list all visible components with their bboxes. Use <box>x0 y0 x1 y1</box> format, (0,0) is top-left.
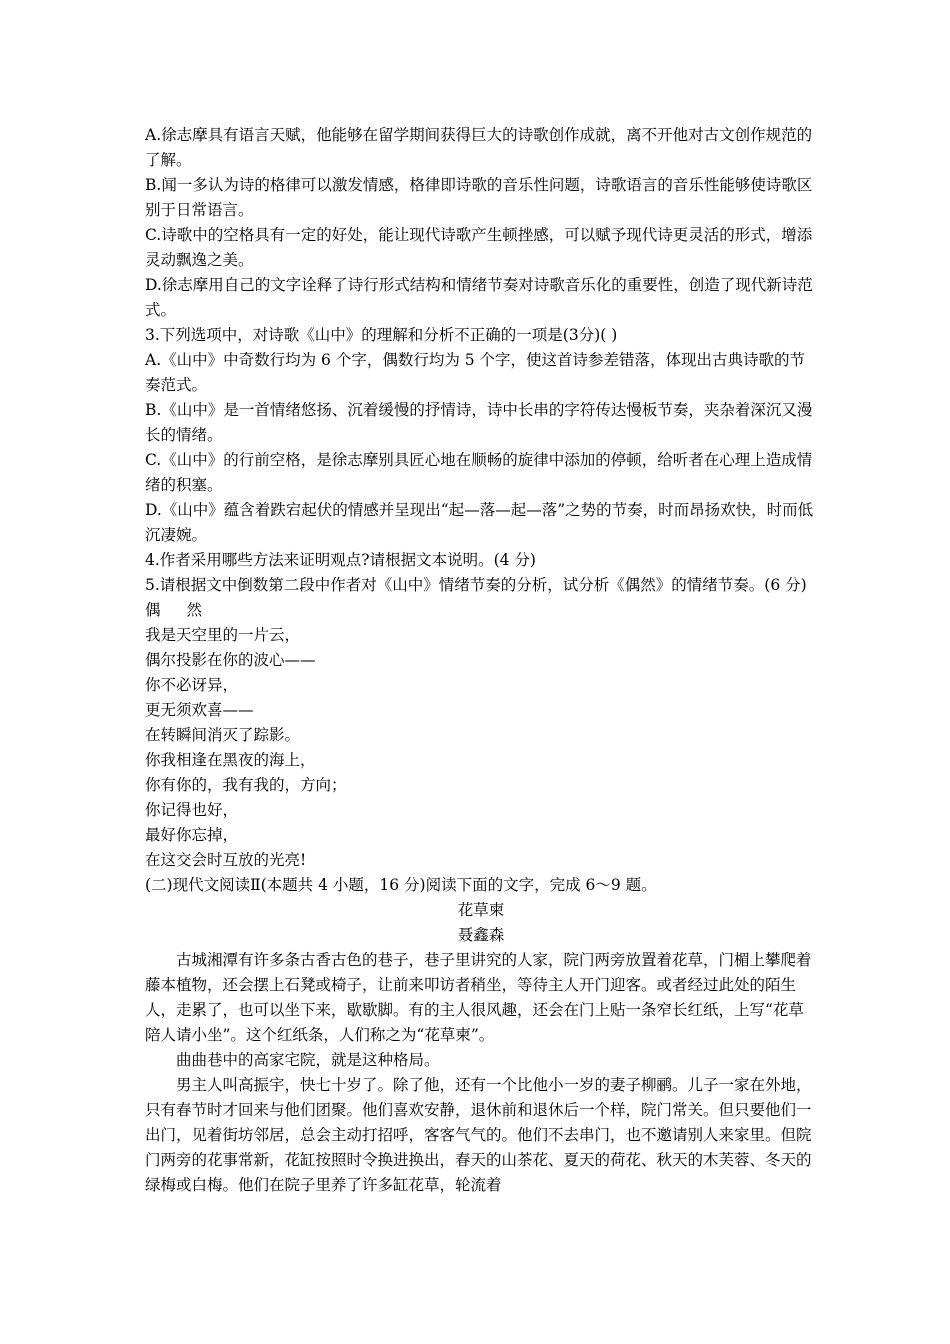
poem-line: 你我相逢在黑夜的海上， <box>145 751 316 769</box>
poem-line: 偶尔投影在你的波心—— <box>145 651 316 669</box>
poem-line: 你有你的，我有我的，方向； <box>145 776 347 794</box>
story-paragraph: 古城湘潭有许多条古香古色的巷子，巷子里讲究的人家，院门两旁放置着花草，门楣上攀爬着藤本植物，还会摆上石凳或椅子，让前来叩访者稍坐，等待主人开门迎客。或者经过此处的陌生人，走累了，也可以坐下来，歇歇脚。有的主人很风趣，还会在门上贴一条窄长红纸，上写“花草陪人请小坐”。这个红纸条，人们称之为“花草柬”。 <box>145 951 812 1044</box>
document-page <box>145 123 817 1198</box>
poem-line: 你不必讶异， <box>145 676 239 694</box>
q3-option-b: B.《山中》是一首情绪悠扬、沉着缓慢的抒情诗，诗中长串的字符传达慢板节奏，夹杂着深沉又漫长的情绪。 <box>145 401 813 444</box>
poem-line: 我是天空里的一片云， <box>145 626 301 644</box>
poem-line: 你记得也好， <box>145 801 239 819</box>
story-title: 花草柬 <box>457 901 505 919</box>
q3-option-a: A.《山中》中奇数行均为 6 个字，偶数行均为 5 个字，使这首诗参差错落，体现出古典诗歌的节奏范式。 <box>145 351 806 394</box>
q3-option-c: C.《山中》的行前空格，是徐志摩别具匠心地在顺畅的旋律中添加的停顿，给听者在心理上造成情绪的积塞。 <box>145 451 813 494</box>
story-paragraph: 男主人叫高振宇，快七十岁了。除了他，还有一个比他小一岁的妻子柳鹂。儿子一家在外地，只有春节时才回来与他们团聚。他们喜欢安静，退休前和退休后一个样，院门常关。但只要他们一出门，见着街坊邻居，总会主动打招呼，客客气气的。他们不去串门，也不邀请别人来家里。但院门两旁的花事常新，花缸按照时令换进换出，春天的山茶花、夏天的荷花、秋天的木芙蓉、冬天的绿梅或白梅。他们在院子里养了许多缸花草，轮流着 <box>145 1076 812 1194</box>
poem-line: 更无须欢喜—— <box>145 701 254 719</box>
story-paragraph: 曲曲巷中的高家宅院，就是这种格局。 <box>176 1051 440 1069</box>
poem-title-right: 然 <box>186 601 203 619</box>
section2-heading: (二)现代文阅读Ⅱ(本题共 4 小题，16 分)阅读下面的文字，完成 6～9 题。 <box>145 876 657 894</box>
poem-line: 在转瞬间消灭了踪影。 <box>145 726 301 744</box>
poem-line: 最好你忘掉， <box>145 826 239 844</box>
story-author: 聂鑫森 <box>457 926 505 944</box>
q2-option-d: D.徐志摩用自己的文字诠释了诗行形式结构和情绪节奏对诗歌音乐化的重要性，创造了现代新诗范式。 <box>145 276 813 319</box>
q2-option-c: C.诗歌中的空格具有一定的好处，能让现代诗歌产生顿挫感，可以赋予现代诗更灵活的形式，增添灵动飘逸之美。 <box>145 226 813 269</box>
q3-stem: 3.下列选项中，对诗歌《山中》的理解和分析不正确的一项是(3分)( ) <box>145 326 618 344</box>
poem-title <box>145 598 817 623</box>
q2-option-a: A.徐志摩具有语言天赋，他能够在留学期间获得巨大的诗歌创作成就，离不开他对古文创作规范的了解。 <box>145 126 813 169</box>
poem-title-left: 偶 <box>145 601 161 619</box>
q2-option-b: B.闻一多认为诗的格律可以激发情感，格律即诗歌的音乐性问题，诗歌语言的音乐性能够使诗歌区别于日常语言。 <box>145 176 813 219</box>
q5-stem: 5.请根据文中倒数第二段中作者对《山中》情绪节奏的分析，试分析《偶然》的情绪节奏。(6 分) <box>145 576 807 594</box>
q3-option-d: D.《山中》蕴含着跌宕起伏的情感并呈现出“起—落—起—落”之势的节奏，时而昂扬欢快，时而低沉凄婉。 <box>145 501 814 544</box>
poem-line: 在这交会时互放的光亮! <box>145 851 307 869</box>
q4-stem: 4.作者采用哪些方法来证明观点?请根据文本说明。(4 分) <box>145 551 536 569</box>
